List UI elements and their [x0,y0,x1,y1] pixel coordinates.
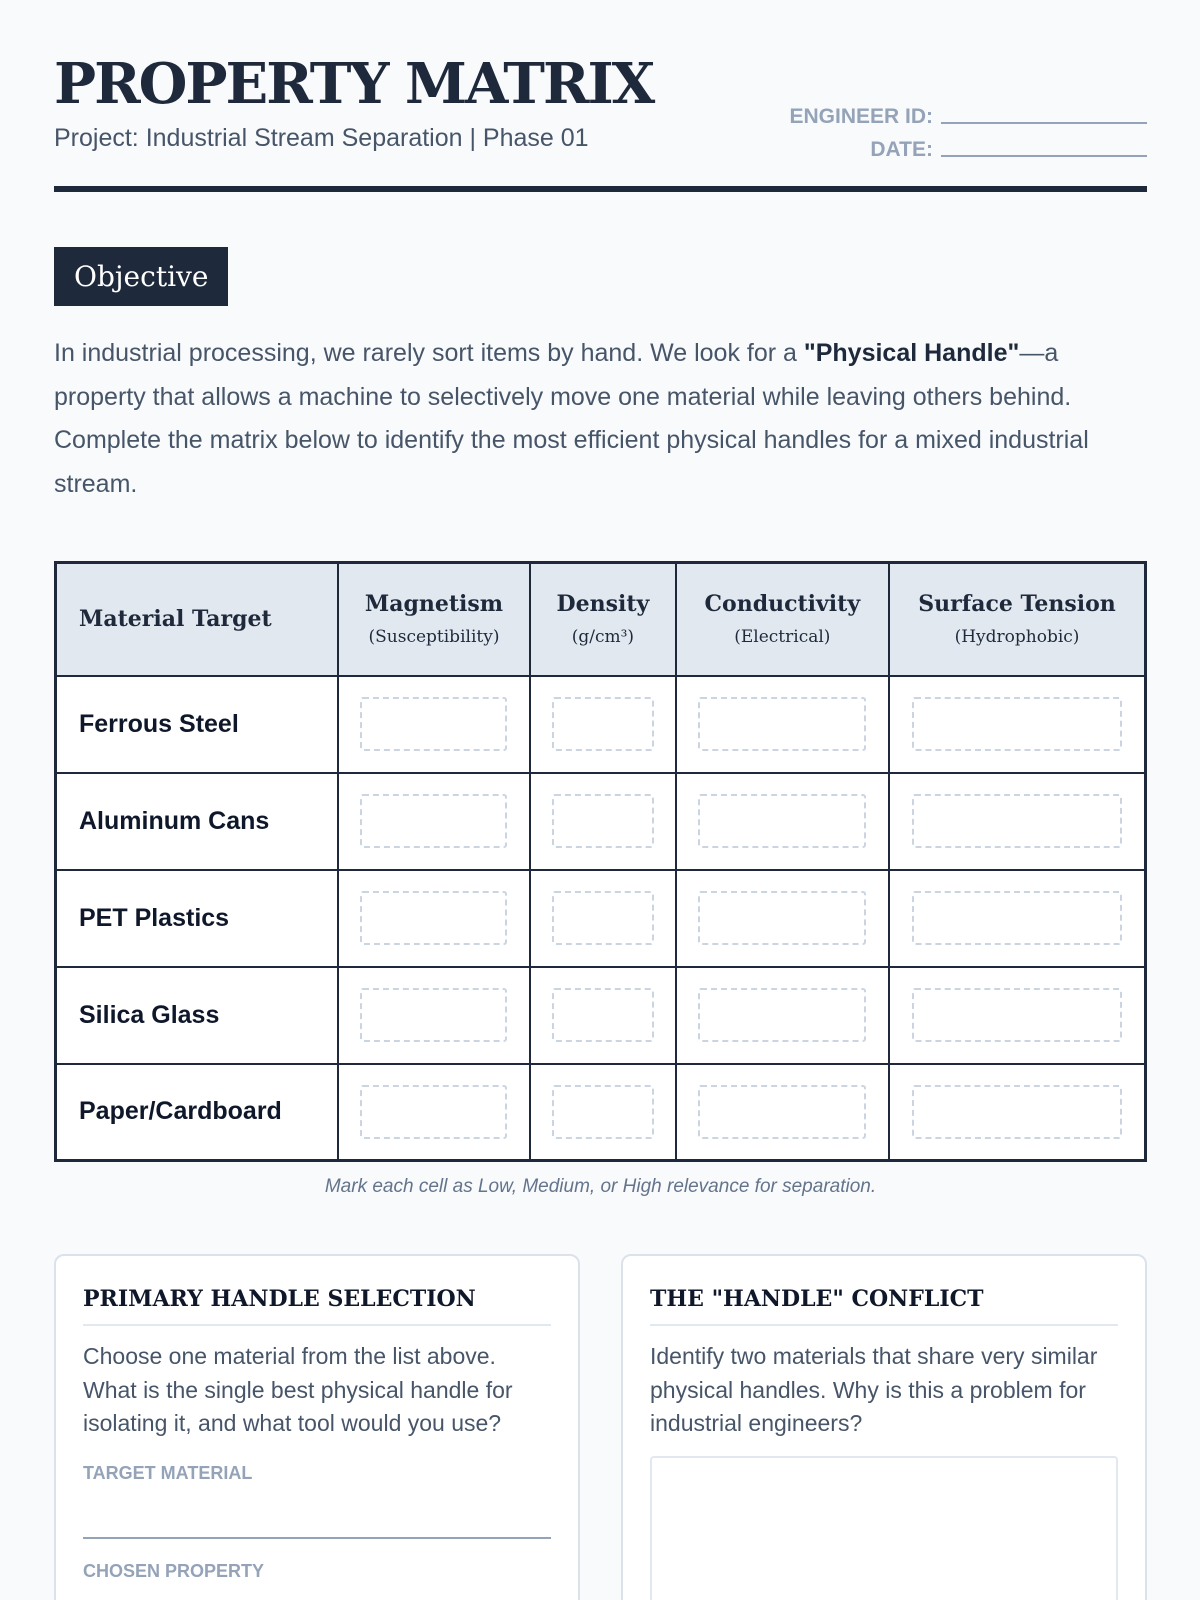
matrix-cell [338,870,530,967]
density-answer-box[interactable] [552,1085,654,1139]
matrix-cell [338,1064,530,1161]
matrix-cell [338,967,530,1064]
surface-tension-answer-box[interactable] [912,1085,1122,1139]
matrix-column-header [676,563,889,676]
matrix-column-header [889,563,1145,676]
table-row [56,1064,1146,1161]
magnetism-answer-box[interactable] [360,988,507,1042]
column-name: Density [556,591,650,618]
matrix-cell [530,967,675,1064]
surface-tension-answer-box[interactable] [912,794,1122,848]
column-name: Surface Tension [918,591,1116,618]
primary-handle-title: PRIMARY HANDLE SELECTION [83,1286,551,1326]
header [54,0,1147,195]
matrix-cell [530,773,675,870]
objective-highlight: "Physical Handle" [803,339,1020,367]
matrix-cell [889,773,1145,870]
matrix-header-row [56,563,1146,676]
matrix-cell [530,870,675,967]
material-label: Ferrous Steel [56,676,338,773]
conductivity-answer-box[interactable] [698,988,866,1042]
column-unit: (Electrical) [734,627,831,648]
conductivity-answer-box[interactable] [698,891,866,945]
handle-conflict-title: THE "HANDLE" CONFLICT [650,1286,1118,1326]
matrix-cell [530,676,675,773]
engineer-id-input-line[interactable] [941,104,1147,124]
matrix-cell [676,1064,889,1161]
matrix-cell [889,1064,1145,1161]
density-answer-box[interactable] [552,891,654,945]
date-input-line[interactable] [941,137,1147,157]
column-unit: (g/cm³) [571,627,635,648]
material-label: Silica Glass [56,967,338,1064]
objective-text [54,332,1147,506]
objective-text-after: —a property that allows a machine to selectively move one material while leaving others behind. Complete the matrix below to identify the most efficient physical handles for a mixed industrial stream. [54,339,1089,498]
primary-handle-prompt: Choose one material from the list above. What is the single best physical handle for isolating it, and what tool would you use? [83,1343,513,1436]
handle-conflict-answer-box[interactable] [650,1456,1118,1600]
material-label: Paper/Cardboard [56,1064,338,1161]
objective-badge: Objective [54,247,228,306]
magnetism-answer-box[interactable] [360,891,507,945]
engineer-id-field [789,96,1147,129]
magnetism-answer-box[interactable] [360,1085,507,1139]
conductivity-answer-box[interactable] [698,794,866,848]
meta-fields [789,96,1147,162]
page-title: PROPERTY MATRIX [54,51,654,117]
date-field [789,129,1147,162]
matrix-cell [338,676,530,773]
matrix-instruction-note: Mark each cell as Low, Medium, or High relevance for separation. [324,1176,877,1197]
table-row [56,773,1146,870]
conductivity-answer-box[interactable] [698,1085,866,1139]
matrix-cell [676,773,889,870]
column-name: Magnetism [364,591,504,618]
matrix-cell [676,676,889,773]
material-label: Aluminum Cans [56,773,338,870]
engineer-id-label: ENGINEER ID: [789,105,933,128]
matrix-column-header [338,563,530,676]
density-answer-box[interactable] [552,988,654,1042]
target-material-input-line[interactable] [83,1537,551,1539]
target-material-label: TARGET MATERIAL [83,1462,253,1483]
table-row [56,676,1146,773]
matrix-cell [889,967,1145,1064]
date-label: DATE: [870,138,933,161]
column-name: Conductivity [704,591,861,618]
matrix-cell [889,870,1145,967]
column-unit: (Hydrophobic) [954,627,1080,648]
property-matrix-table [54,561,1147,1162]
surface-tension-answer-box[interactable] [912,988,1122,1042]
handle-conflict-card [621,1254,1147,1600]
conductivity-answer-box[interactable] [698,697,866,751]
matrix-cell [530,1064,675,1161]
column-unit: (Susceptibility) [368,627,500,648]
material-label: PET Plastics [56,870,338,967]
surface-tension-answer-box[interactable] [912,697,1122,751]
table-row [56,967,1146,1064]
density-answer-box[interactable] [552,794,654,848]
header-divider [54,186,1147,192]
magnetism-answer-box[interactable] [360,697,507,751]
matrix-cell [889,676,1145,773]
magnetism-answer-box[interactable] [360,794,507,848]
surface-tension-answer-box[interactable] [912,891,1122,945]
handle-conflict-prompt: Identify two materials that share very similar physical handles. Why is this a problem for industrial engineers? [650,1343,1098,1436]
worksheet-page [54,0,1147,1581]
matrix-corner-header: Material Target [56,563,338,676]
matrix-cell [676,967,889,1064]
density-answer-box[interactable] [552,697,654,751]
project-subtitle: Project: Industrial Stream Separation | Phase 01 [54,124,589,152]
matrix-cell [676,870,889,967]
matrix-cell [338,773,530,870]
matrix-column-header [530,563,675,676]
chosen-property-label: CHOSEN PROPERTY [83,1560,265,1581]
primary-handle-card [54,1254,580,1600]
objective-text-before: In industrial processing, we rarely sort items by hand. We look for a [54,339,804,367]
table-row [56,870,1146,967]
